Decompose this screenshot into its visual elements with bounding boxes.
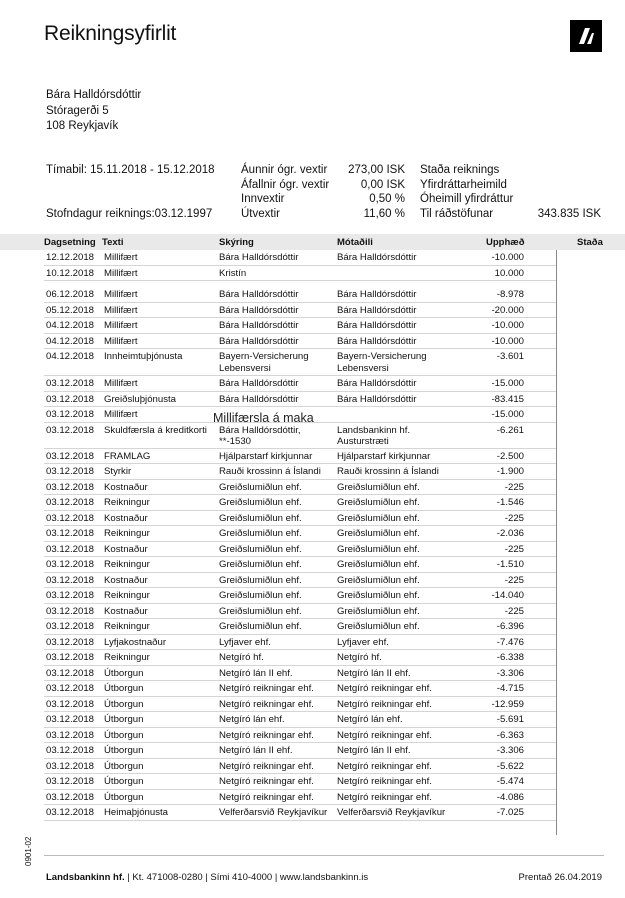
row-text: Reikningur bbox=[104, 559, 150, 570]
table-row bbox=[0, 303, 625, 319]
interest-label: Áfallnir ógr. vextir bbox=[241, 178, 330, 191]
row-counterparty: Landsbankinn hf. Austurstræti bbox=[337, 424, 411, 447]
row-date: 03.12.2018 bbox=[46, 481, 95, 493]
row-counterparty: Greiðslumiðlun ehf. bbox=[337, 543, 420, 555]
row-amount: -225 bbox=[504, 605, 524, 617]
table-row bbox=[0, 650, 625, 666]
row-counterparty: Greiðslumiðlun ehf. bbox=[337, 528, 420, 539]
row-amount: -4.715 bbox=[496, 683, 524, 694]
row-description: Greiðslumiðlun ehf. bbox=[219, 512, 302, 524]
row-description: Greiðslumiðlun ehf. bbox=[219, 621, 302, 632]
row-counterparty: Greiðslumiðlun ehf. bbox=[337, 574, 420, 586]
table-row bbox=[0, 511, 625, 527]
row-counterparty: Netgíró lán II ehf. bbox=[337, 667, 411, 679]
summary-period-block bbox=[46, 163, 246, 221]
row-date: 05.12.2018 bbox=[46, 304, 95, 316]
row-amount: -7.025 bbox=[496, 807, 524, 818]
row-counterparty: Greiðslumiðlun ehf. bbox=[337, 590, 420, 601]
interest-values bbox=[320, 163, 405, 221]
row-description: Bára Halldórsdóttir bbox=[219, 252, 299, 263]
row-counterparty: Bára Halldórsdóttir bbox=[337, 378, 417, 389]
table-row bbox=[0, 805, 625, 821]
row-description: Netgíró lán II ehf. bbox=[219, 745, 293, 756]
footer-details: | Kt. 471008-0280 | Sími 410-4000 | www.landsbankinn.is bbox=[124, 872, 369, 883]
row-description: Netgíró reikningar ehf. bbox=[219, 683, 314, 694]
address-block bbox=[46, 88, 141, 135]
row-text: Millifært bbox=[104, 378, 138, 389]
row-counterparty: Netgíró lán II ehf. bbox=[337, 745, 411, 756]
handwritten-annotation: Millifærsla á maka bbox=[213, 411, 314, 425]
row-text: Kostnaður bbox=[104, 512, 148, 524]
row-amount: -83.415 bbox=[491, 393, 524, 405]
row-text: Útborgun bbox=[104, 714, 144, 725]
header-description: Skýring bbox=[219, 237, 254, 248]
row-text: Reikningur bbox=[104, 590, 150, 601]
row-description: Netgíró reikningar ehf. bbox=[219, 776, 314, 787]
row-counterparty: Netgíró reikningar ehf. bbox=[337, 791, 432, 803]
table-row bbox=[0, 697, 625, 713]
row-counterparty: Velferðarsvið Reykjavíkur bbox=[337, 807, 446, 818]
row-text: Kostnaður bbox=[104, 543, 148, 555]
row-date: 03.12.2018 bbox=[46, 590, 95, 601]
row-counterparty: Bára Halldórsdóttir bbox=[337, 320, 417, 331]
row-text: Útborgun bbox=[104, 791, 144, 803]
table-row bbox=[0, 495, 625, 511]
table-row bbox=[0, 619, 625, 635]
footer-divider bbox=[44, 855, 604, 856]
row-date: 03.12.2018 bbox=[46, 791, 95, 803]
row-date: 03.12.2018 bbox=[46, 714, 95, 725]
row-counterparty: Netgíró reikningar ehf. bbox=[337, 729, 432, 741]
row-description: Hjálparstarf kirkjunnar bbox=[219, 450, 313, 462]
row-date: 03.12.2018 bbox=[46, 652, 95, 663]
row-description: Bayern-Versicherung Lebensversi bbox=[219, 351, 309, 374]
row-description: Greiðslumiðlun ehf. bbox=[219, 528, 302, 539]
table-row bbox=[0, 287, 625, 303]
row-description: Netgíró reikningar ehf. bbox=[219, 729, 314, 741]
row-text: Innheimtuþjónusta bbox=[104, 351, 183, 362]
account-label: Yfirdráttarheimild bbox=[420, 178, 507, 191]
table-row bbox=[0, 588, 625, 604]
row-text: Millifært bbox=[104, 252, 138, 263]
row-date: 03.12.2018 bbox=[46, 605, 95, 617]
row-description: Greiðslumiðlun ehf. bbox=[219, 605, 302, 617]
account-label: Staða reiknings bbox=[420, 164, 500, 176]
row-text: Útborgun bbox=[104, 729, 144, 741]
table-row bbox=[0, 464, 625, 480]
row-counterparty: Bára Halldórsdóttir bbox=[337, 304, 417, 316]
row-amount: -6.363 bbox=[496, 729, 524, 741]
header-date: Dagsetning bbox=[44, 237, 96, 248]
row-counterparty: Bayern-Versicherung Lebensversi bbox=[337, 351, 427, 374]
table-row bbox=[0, 250, 625, 266]
row-description: Bára Halldórsdóttir bbox=[219, 320, 299, 331]
row-description: Bára Halldórsdóttir bbox=[219, 304, 299, 316]
row-text: Reikningur bbox=[104, 528, 150, 539]
table-row bbox=[0, 318, 625, 334]
row-date: 03.12.2018 bbox=[46, 621, 95, 632]
row-text: Útborgun bbox=[104, 667, 144, 679]
row-text: Millifært bbox=[104, 335, 138, 347]
row-amount: -6.261 bbox=[496, 424, 524, 436]
row-text: Greiðsluþjónusta bbox=[104, 393, 176, 405]
row-date: 03.12.2018 bbox=[46, 424, 95, 436]
document-title: Reikningsyfirlit bbox=[44, 22, 177, 45]
row-description: Bára Halldórsdóttir bbox=[219, 378, 299, 389]
row-counterparty: Netgíró reikningar ehf. bbox=[337, 683, 432, 694]
row-date: 06.12.2018 bbox=[46, 289, 95, 300]
interest-value: 11,60 % bbox=[363, 207, 405, 220]
row-date: 03.12.2018 bbox=[46, 698, 95, 710]
row-description: Netgíró lán ehf. bbox=[219, 714, 285, 725]
table-row bbox=[0, 635, 625, 651]
row-amount: -225 bbox=[504, 481, 524, 493]
row-amount: -5.474 bbox=[496, 776, 524, 787]
row-amount: -6.338 bbox=[496, 652, 524, 663]
row-date: 03.12.2018 bbox=[46, 574, 95, 586]
row-amount: -7.476 bbox=[496, 636, 524, 648]
row-amount: -2.036 bbox=[496, 528, 524, 539]
row-amount: 10.000 bbox=[494, 267, 524, 279]
row-date: 03.12.2018 bbox=[46, 393, 95, 405]
row-counterparty: Netgíró reikningar ehf. bbox=[337, 760, 432, 772]
row-counterparty: Greiðslumiðlun ehf. bbox=[337, 621, 420, 632]
row-amount: -15.000 bbox=[491, 378, 524, 389]
row-amount: -15.000 bbox=[491, 409, 524, 420]
interest-value: 273,00 ISK bbox=[348, 164, 405, 176]
row-counterparty: Greiðslumiðlun ehf. bbox=[337, 481, 420, 493]
row-counterparty: Netgíró lán ehf. bbox=[337, 714, 403, 725]
row-counterparty: Lyfjaver ehf. bbox=[337, 636, 389, 648]
row-date: 03.12.2018 bbox=[46, 409, 95, 420]
row-counterparty: Netgíró reikningar ehf. bbox=[337, 698, 432, 710]
row-description: Netgíró reikningar ehf. bbox=[219, 791, 314, 803]
table-row bbox=[0, 449, 625, 465]
account-value: 343.835 ISK bbox=[537, 207, 601, 220]
row-date: 03.12.2018 bbox=[46, 543, 95, 555]
row-text: Reikningur bbox=[104, 497, 150, 508]
header-amount: Upphæð bbox=[486, 237, 525, 248]
table-row bbox=[0, 774, 625, 790]
interest-value: 0,50 % bbox=[369, 193, 405, 206]
footer-bank-name: Landsbankinn hf. bbox=[46, 872, 125, 883]
row-text: Heimaþjónusta bbox=[104, 807, 168, 818]
row-counterparty: Bára Halldórsdóttir bbox=[337, 289, 417, 300]
row-description: Bára Halldórsdóttir, **-1530 bbox=[219, 424, 301, 447]
table-row bbox=[0, 743, 625, 759]
row-description: Greiðslumiðlun ehf. bbox=[219, 481, 302, 493]
row-date: 12.12.2018 bbox=[46, 252, 95, 263]
interest-value: 0,00 ISK bbox=[360, 178, 405, 191]
row-date: 03.12.2018 bbox=[46, 450, 95, 462]
table-row bbox=[0, 266, 625, 282]
row-amount: -20.000 bbox=[491, 304, 524, 316]
row-date: 03.12.2018 bbox=[46, 729, 95, 741]
table-row bbox=[0, 392, 625, 408]
row-amount: -225 bbox=[504, 543, 524, 555]
printed-date: Prentað 26.04.2019 bbox=[518, 872, 602, 883]
row-amount: -3.601 bbox=[496, 351, 524, 362]
row-text: Millifært bbox=[104, 409, 138, 420]
table-row bbox=[0, 759, 625, 775]
table-row bbox=[0, 480, 625, 496]
row-description: Greiðslumiðlun ehf. bbox=[219, 497, 302, 508]
row-amount: -3.306 bbox=[496, 667, 524, 679]
row-date: 03.12.2018 bbox=[46, 683, 95, 694]
row-amount: -6.396 bbox=[496, 621, 524, 632]
row-date: 03.12.2018 bbox=[46, 667, 95, 679]
table-row bbox=[0, 604, 625, 620]
row-amount: -12.959 bbox=[491, 698, 524, 710]
row-date: 03.12.2018 bbox=[46, 745, 95, 756]
row-separator bbox=[44, 820, 556, 821]
row-counterparty: Hjálparstarf kirkjunnar bbox=[337, 450, 431, 462]
row-counterparty: Bára Halldórsdóttir bbox=[337, 335, 417, 347]
row-text: Útborgun bbox=[104, 698, 144, 710]
row-amount: -10.000 bbox=[491, 320, 524, 331]
founded-label: Stofndagur reiknings:03.12.1997 bbox=[46, 207, 213, 220]
row-date: 03.12.2018 bbox=[46, 760, 95, 772]
row-description: Netgíró hf. bbox=[219, 652, 264, 663]
row-amount: -10.000 bbox=[491, 252, 524, 263]
row-description: Netgíró lán II ehf. bbox=[219, 667, 293, 679]
account-value bbox=[520, 192, 601, 207]
row-text: Lyfjakostnaður bbox=[104, 636, 167, 648]
footer-bank-info bbox=[46, 872, 368, 883]
address-street: Stóragerði 5 bbox=[46, 104, 109, 117]
row-description: Greiðslumiðlun ehf. bbox=[219, 543, 302, 555]
row-date: 10.12.2018 bbox=[46, 267, 95, 279]
row-amount: -225 bbox=[504, 574, 524, 586]
account-value bbox=[520, 163, 601, 178]
table-row bbox=[0, 790, 625, 806]
interest-label: Innvextir bbox=[241, 193, 285, 206]
table-row bbox=[0, 573, 625, 589]
row-date: 03.12.2018 bbox=[46, 466, 95, 477]
row-amount: -10.000 bbox=[491, 335, 524, 347]
table-row bbox=[0, 681, 625, 697]
row-description: Greiðslumiðlun ehf. bbox=[219, 590, 302, 601]
row-text: Skuldfærsla á kreditkorti bbox=[104, 424, 207, 436]
row-date: 03.12.2018 bbox=[46, 497, 95, 508]
table-row bbox=[0, 712, 625, 728]
row-counterparty: Greiðslumiðlun ehf. bbox=[337, 512, 420, 524]
row-counterparty: Netgíró hf. bbox=[337, 652, 382, 663]
row-description: Bára Halldórsdóttir bbox=[219, 289, 299, 300]
row-date: 03.12.2018 bbox=[46, 807, 95, 818]
row-counterparty: Bára Halldórsdóttir bbox=[337, 252, 417, 263]
header-counterparty: Mótaðili bbox=[337, 237, 373, 248]
row-date: 04.12.2018 bbox=[46, 335, 95, 347]
row-counterparty: Greiðslumiðlun ehf. bbox=[337, 605, 420, 617]
row-text: Millifært bbox=[104, 289, 138, 300]
row-text: Útborgun bbox=[104, 760, 144, 772]
row-amount: -2.500 bbox=[496, 450, 524, 462]
row-description: Lyfjaver ehf. bbox=[219, 636, 271, 648]
row-counterparty: Greiðslumiðlun ehf. bbox=[337, 559, 420, 570]
table-row bbox=[0, 666, 625, 682]
row-amount: -1.510 bbox=[496, 559, 524, 570]
row-text: Útborgun bbox=[104, 776, 144, 787]
period-label: Tímabil: 15.11.2018 - 15.12.2018 bbox=[46, 164, 215, 176]
interest-label: Áunnir ógr. vextir bbox=[241, 164, 328, 176]
row-text: Styrkir bbox=[104, 466, 132, 477]
row-text: Reikningur bbox=[104, 621, 150, 632]
table-row bbox=[0, 557, 625, 573]
row-description: Bára Halldórsdóttir bbox=[219, 335, 299, 347]
row-description: Bára Halldórsdóttir bbox=[219, 393, 299, 405]
row-amount: -5.691 bbox=[496, 714, 524, 725]
row-date: 03.12.2018 bbox=[46, 636, 95, 648]
account-value bbox=[520, 178, 601, 193]
row-text: Útborgun bbox=[104, 683, 144, 694]
row-date: 03.12.2018 bbox=[46, 378, 95, 389]
account-label: Til ráðstöfunar bbox=[420, 207, 494, 220]
row-amount: -8.978 bbox=[496, 289, 524, 300]
table-header bbox=[0, 234, 625, 250]
row-separator bbox=[44, 280, 556, 281]
row-date: 04.12.2018 bbox=[46, 351, 95, 362]
row-text: Millifært bbox=[104, 267, 138, 279]
table-row bbox=[0, 542, 625, 558]
row-amount: -4.086 bbox=[496, 791, 524, 803]
address-name: Bára Halldórsdóttir bbox=[46, 89, 142, 101]
header-balance: Staða bbox=[577, 237, 603, 248]
row-description: Rauði krossinn á Íslandi bbox=[219, 466, 321, 477]
row-date: 03.12.2018 bbox=[46, 559, 95, 570]
row-amount: -5.622 bbox=[496, 760, 524, 772]
row-counterparty: Greiðslumiðlun ehf. bbox=[337, 497, 420, 508]
row-amount: -1.546 bbox=[496, 497, 524, 508]
row-text: Kostnaður bbox=[104, 605, 148, 617]
row-description: Netgíró reikningar ehf. bbox=[219, 760, 314, 772]
row-date: 03.12.2018 bbox=[46, 512, 95, 524]
table-row bbox=[0, 728, 625, 744]
row-text: Millifært bbox=[104, 320, 138, 331]
row-text: FRAMLAG bbox=[104, 450, 151, 462]
row-description: Greiðslumiðlun ehf. bbox=[219, 559, 302, 570]
row-amount: -14.040 bbox=[491, 590, 524, 601]
row-counterparty: Netgíró reikningar ehf. bbox=[337, 776, 432, 787]
row-description: Netgíró reikningar ehf. bbox=[219, 698, 314, 710]
row-counterparty: Bára Halldórsdóttir bbox=[337, 393, 417, 405]
row-text: Reikningur bbox=[104, 652, 150, 663]
row-text: Kostnaður bbox=[104, 574, 148, 586]
row-amount: -225 bbox=[504, 512, 524, 524]
row-date: 04.12.2018 bbox=[46, 320, 95, 331]
row-description: Greiðslumiðlun ehf. bbox=[219, 574, 302, 586]
row-description: Velferðarsvið Reykjavíkur bbox=[219, 807, 328, 818]
form-code: 0901-02 bbox=[24, 836, 33, 866]
row-amount: -1.900 bbox=[496, 466, 524, 477]
header-text: Texti bbox=[102, 237, 124, 248]
table-row bbox=[0, 334, 625, 350]
row-amount: -3.306 bbox=[496, 745, 524, 756]
landsbankinn-logo-icon bbox=[570, 20, 602, 52]
account-label: Óheimill yfirdráttur bbox=[420, 193, 514, 206]
row-date: 03.12.2018 bbox=[46, 528, 95, 539]
address-city: 108 Reykjavík bbox=[46, 120, 119, 132]
row-description: Kristín bbox=[219, 267, 247, 279]
row-date: 03.12.2018 bbox=[46, 776, 95, 787]
row-text: Útborgun bbox=[104, 745, 144, 756]
row-text: Kostnaður bbox=[104, 481, 148, 493]
table-row bbox=[0, 423, 625, 449]
table-row bbox=[0, 376, 625, 392]
table-row bbox=[0, 349, 625, 376]
interest-label: Útvextir bbox=[241, 207, 280, 220]
account-values bbox=[520, 163, 601, 221]
table-row bbox=[0, 526, 625, 542]
row-text: Millifært bbox=[104, 304, 138, 316]
row-counterparty: Rauði krossinn á Íslandi bbox=[337, 466, 439, 477]
